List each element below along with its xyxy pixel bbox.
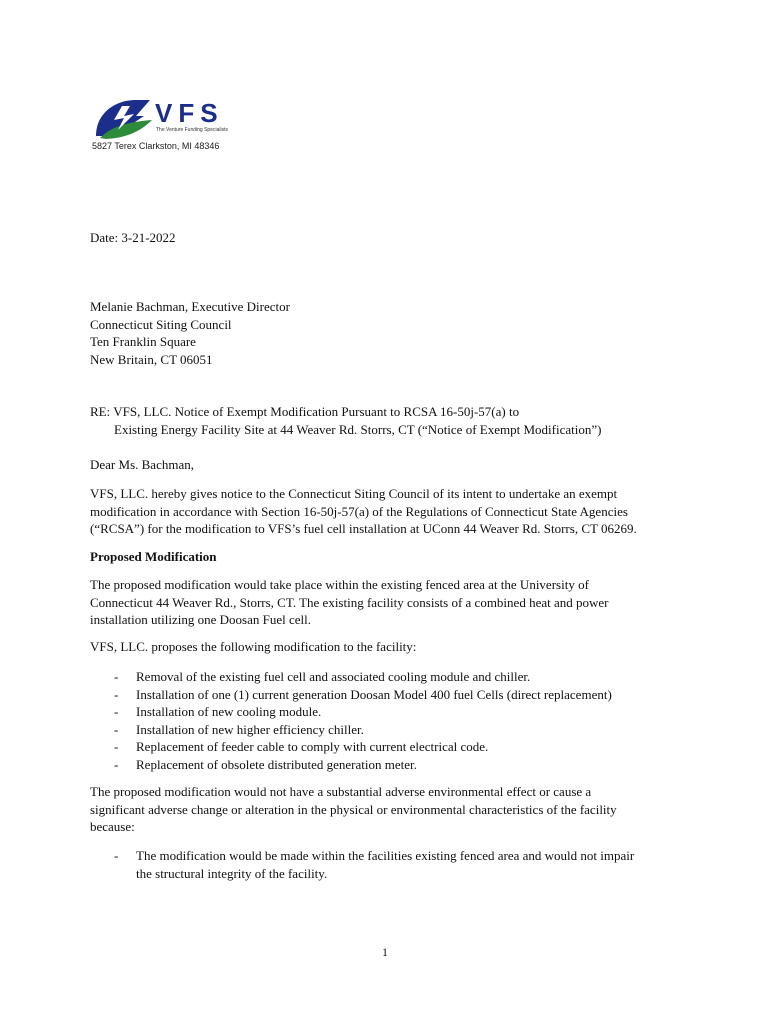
- intro-paragraph: [90, 485, 690, 538]
- list-item-text: Removal of the existing fuel cell and associated cooling module and chiller.: [136, 669, 531, 684]
- salutation: Dear Ms. Bachman,: [90, 457, 194, 472]
- modification-line: Connecticut 44 Weaver Rd., Storrs, CT. The existing facility consists of a combined heat and power: [90, 594, 609, 610]
- subject-line-1: RE: VFS, LLC. Notice of Exempt Modification Pursuant to RCSA 16-50j-57(a) to: [90, 404, 520, 419]
- vfs-logo-text: VFS: [155, 98, 224, 128]
- impact-line: significant adverse change or alteration in the physical or environmental characteristics of the facility: [90, 801, 617, 817]
- date-line: Date: 3-21-2022: [90, 230, 176, 245]
- modifications-list: [90, 668, 690, 773]
- impact-line: The proposed modification would not have a substantial adverse environmental effect or cause a: [90, 784, 592, 799]
- vfs-logo-mark-icon: [92, 96, 154, 140]
- bullet-dash: -: [114, 704, 119, 719]
- reasons-list: [90, 847, 690, 882]
- bullet-dash: -: [114, 721, 119, 737]
- list-item-text: the structural integrity of the facility.: [136, 865, 328, 881]
- list-item: [90, 721, 690, 739]
- proposes-line: VFS, LLC. proposes the following modification to the facility:: [90, 639, 417, 654]
- list-item: [90, 703, 690, 721]
- subject-line: [90, 403, 690, 438]
- recipient-address: [90, 298, 690, 368]
- list-item-text: The modification would be made within the facilities existing fenced area and would not impair: [136, 848, 635, 863]
- list-item-text: Installation of new higher efficiency chiller.: [136, 721, 364, 737]
- bullet-dash: -: [114, 739, 119, 754]
- list-item: [90, 668, 690, 686]
- list-item: [90, 847, 690, 882]
- modification-paragraph: [90, 576, 690, 629]
- impact-paragraph: [90, 783, 690, 836]
- intro-line: VFS, LLC. hereby gives notice to the Connecticut Siting Council of its intent to undertake an exempt: [90, 486, 618, 501]
- list-item: [90, 686, 690, 704]
- list-item-text: Replacement of obsolete distributed generation meter.: [136, 756, 417, 772]
- modification-line: The proposed modification would take place within the existing fenced area at the University of: [90, 577, 589, 592]
- page-number: 1: [382, 945, 388, 959]
- modification-line: installation utilizing one Doosan Fuel cell.: [90, 612, 311, 627]
- recipient-organization: Connecticut Siting Council: [90, 316, 232, 332]
- bullet-dash: -: [114, 669, 119, 684]
- recipient-street: Ten Franklin Square: [90, 334, 196, 349]
- vfs-tagline: The Venture Funding Specialists: [156, 127, 228, 133]
- recipient-city: New Britain, CT 06051: [90, 351, 213, 367]
- list-item-text: Replacement of feeder cable to comply with current electrical code.: [136, 739, 489, 754]
- list-item: [90, 756, 690, 774]
- list-item: [90, 738, 690, 756]
- vfs-logo: [92, 96, 252, 144]
- section-heading: Proposed Modification: [90, 549, 217, 564]
- impact-line: because:: [90, 819, 135, 834]
- subject-line-2: Existing Energy Facility Site at 44 Weaver Rd. Storrs, CT (“Notice of Exempt Modification”): [114, 421, 602, 437]
- list-item-text: Installation of one (1) current generation Doosan Model 400 fuel Cells (direct replacement): [136, 686, 612, 702]
- bullet-dash: -: [114, 756, 119, 772]
- recipient-name: Melanie Bachman, Executive Director: [90, 299, 290, 314]
- bullet-dash: -: [114, 686, 119, 702]
- intro-line: (“RCSA”) for the modification to VFS’s fuel cell installation at UConn 44 Weaver Rd. Storrs, CT 06269.: [90, 521, 637, 536]
- sender-address: 5827 Terex Clarkston, MI 48346: [92, 141, 220, 151]
- list-item-text: Installation of new cooling module.: [136, 704, 322, 719]
- bullet-dash: -: [114, 848, 119, 863]
- intro-line: modification in accordance with Section 16-50j-57(a) of the Regulations of Connecticut State Agencies: [90, 503, 628, 519]
